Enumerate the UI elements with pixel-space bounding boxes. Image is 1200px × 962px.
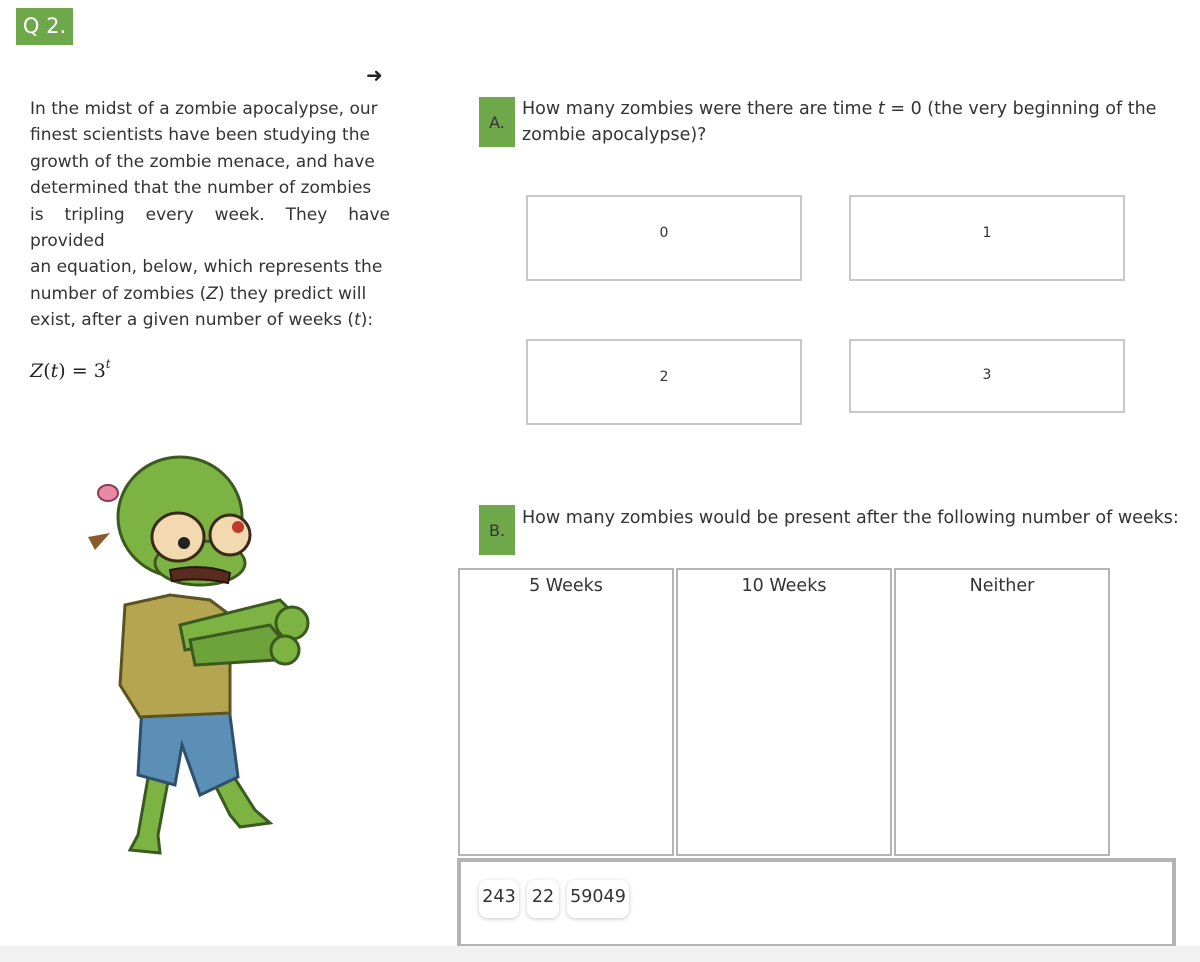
choice-0[interactable]: 0: [526, 195, 802, 281]
intro-text: exist, after a given number of weeks (: [30, 310, 355, 331]
intro-var-t: t: [354, 310, 361, 331]
choice-2[interactable]: 2: [526, 339, 802, 425]
zombie-formula: [30, 357, 111, 382]
formula-close-eq: ) =: [58, 360, 94, 382]
intro-line: finest scientists have been studying the: [30, 125, 370, 146]
chip-22[interactable]: 22: [527, 880, 559, 918]
intro-line: [30, 307, 390, 333]
choice-1[interactable]: 1: [849, 195, 1125, 281]
formula-exponent: t: [105, 357, 111, 371]
intro-text: ):: [360, 310, 374, 331]
intro-line: determined that the number of zombies: [30, 178, 372, 199]
intro-line: growth of the zombie menace, and have: [30, 151, 375, 172]
chip-243[interactable]: 243: [479, 880, 519, 918]
bucket-10-weeks[interactable]: 10 Weeks: [676, 568, 892, 856]
intro-text: number of zombies (: [30, 283, 207, 304]
intro-line: [30, 281, 390, 307]
part-a-var-t: t: [877, 99, 885, 119]
zombie-illustration: [80, 455, 320, 865]
intro-paragraph: [30, 96, 390, 334]
part-a-label: A.: [479, 97, 515, 147]
chip-59049[interactable]: 59049: [567, 880, 629, 918]
part-b-label: B.: [479, 505, 515, 555]
intro-line: an equation, below, which represents the: [30, 257, 383, 278]
part-b-question: How many zombies would be present after the following number of weeks:: [522, 508, 1179, 528]
part-a-question-line2: zombie apocalypse)?: [522, 125, 707, 145]
part-a-question: [522, 96, 1182, 148]
bucket-5-weeks[interactable]: 5 Weeks: [458, 568, 674, 856]
formula-open: (: [43, 360, 51, 382]
part-a-text: How many zombies were there are time: [522, 99, 878, 119]
part-a-question-line1: [522, 96, 1182, 122]
intro-line: In the midst of a zombie apocalypse, our: [30, 99, 378, 119]
question-number-badge: Q 2.: [16, 8, 73, 45]
part-a-text: = 0 (the very beginning of the: [884, 99, 1157, 119]
answer-chip-pool[interactable]: [457, 858, 1176, 948]
intro-text: ) they predict will: [217, 283, 367, 304]
intro-var-z: Z: [206, 283, 218, 304]
formula-var: t: [50, 360, 59, 382]
formula-base: 3: [93, 360, 106, 382]
choice-3[interactable]: 3: [849, 339, 1125, 413]
bucket-neither[interactable]: Neither: [894, 568, 1110, 856]
bottom-strip: [0, 946, 1200, 962]
intro-line: is tripling every week. They have provided: [30, 204, 390, 252]
next-arrow-icon[interactable]: ➜: [366, 63, 383, 87]
formula-fn: Z: [30, 360, 44, 382]
